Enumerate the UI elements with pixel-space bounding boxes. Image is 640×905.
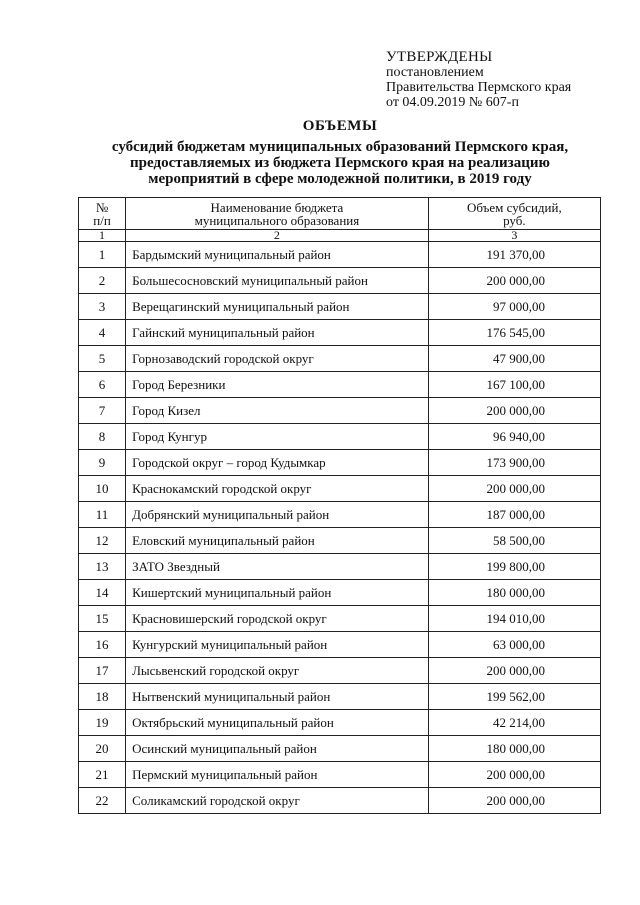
table-row <box>79 788 601 814</box>
row-municipality-name: Октябрьский муниципальный район <box>126 710 429 736</box>
table-row <box>79 320 601 346</box>
table-row <box>79 450 601 476</box>
header-number <box>79 198 126 230</box>
table-row <box>79 606 601 632</box>
row-number: 19 <box>79 710 126 736</box>
subtitle-line: субсидий бюджетам муниципальных образований Пермского края, <box>111 139 569 155</box>
row-municipality-name: Еловский муниципальный район <box>126 528 429 554</box>
approval-date-number: от 04.09.2019 № 607-п <box>386 95 519 110</box>
table-row <box>79 502 601 528</box>
row-municipality-name: Пермский муниципальный район <box>126 762 429 788</box>
row-number: 20 <box>79 736 126 762</box>
row-subsidy-amount: 200 000,00 <box>428 476 600 502</box>
row-municipality-name: Кишертский муниципальный район <box>126 580 429 606</box>
row-subsidy-amount: 200 000,00 <box>428 398 600 424</box>
row-subsidy-amount: 200 000,00 <box>428 658 600 684</box>
row-subsidy-amount: 173 900,00 <box>428 450 600 476</box>
row-municipality-name: ЗАТО Звездный <box>126 554 429 580</box>
row-subsidy-amount: 47 900,00 <box>428 346 600 372</box>
document-subtitle <box>60 139 620 187</box>
row-municipality-name: Городской округ – город Кудымкар <box>126 450 429 476</box>
table-row <box>79 424 601 450</box>
row-subsidy-amount: 187 000,00 <box>428 502 600 528</box>
row-number: 18 <box>79 684 126 710</box>
header-name-line: муниципального образования <box>194 212 360 228</box>
row-number: 13 <box>79 554 126 580</box>
column-numbers-row <box>79 230 601 242</box>
row-number: 5 <box>79 346 126 372</box>
header-sum-line: Объем субсидий, <box>467 199 562 215</box>
row-number: 2 <box>79 268 126 294</box>
table-row <box>79 554 601 580</box>
row-number: 21 <box>79 762 126 788</box>
row-number: 9 <box>79 450 126 476</box>
subtitle-line: мероприятий в сфере молодежной политики, в 2019 году <box>148 171 532 187</box>
row-municipality-name: Город Березники <box>126 372 429 398</box>
row-municipality-name: Город Кунгур <box>126 424 429 450</box>
row-municipality-name: Лысьвенский городской округ <box>126 658 429 684</box>
column-number: 1 <box>79 230 126 242</box>
row-municipality-name: Кунгурский муниципальный район <box>126 632 429 658</box>
table-row <box>79 762 601 788</box>
column-number: 2 <box>126 230 429 242</box>
row-number: 17 <box>79 658 126 684</box>
row-municipality-name: Верещагинский муниципальный район <box>126 294 429 320</box>
row-subsidy-amount: 180 000,00 <box>428 580 600 606</box>
row-number: 1 <box>79 242 126 268</box>
header-name-line: Наименование бюджета <box>210 199 344 215</box>
row-subsidy-amount: 97 000,00 <box>428 294 600 320</box>
approval-line: Правительства Пермского края <box>386 80 572 95</box>
row-number: 12 <box>79 528 126 554</box>
row-municipality-name: Соликамский городской округ <box>126 788 429 814</box>
approval-title: УТВЕРЖДЕНЫ <box>386 49 493 65</box>
table-row <box>79 346 601 372</box>
row-municipality-name: Добрянский муниципальный район <box>126 502 429 528</box>
table-row <box>79 736 601 762</box>
table-row <box>79 710 601 736</box>
header-sum-line: руб. <box>503 212 526 228</box>
table-row <box>79 372 601 398</box>
row-number: 7 <box>79 398 126 424</box>
row-subsidy-amount: 167 100,00 <box>428 372 600 398</box>
row-number: 6 <box>79 372 126 398</box>
header-number-line: п/п <box>93 212 111 228</box>
table-row <box>79 580 601 606</box>
subtitle-line: предоставляемых из бюджета Пермского края на реализацию <box>130 155 550 171</box>
row-number: 16 <box>79 632 126 658</box>
row-subsidy-amount: 199 562,00 <box>428 684 600 710</box>
row-municipality-name: Краснокамский городской округ <box>126 476 429 502</box>
column-number: 3 <box>428 230 600 242</box>
table-row <box>79 684 601 710</box>
row-subsidy-amount: 194 010,00 <box>428 606 600 632</box>
header-number-line: № <box>95 199 109 215</box>
row-number: 4 <box>79 320 126 346</box>
row-municipality-name: Бардымский муниципальный район <box>126 242 429 268</box>
row-municipality-name: Большесосновский муниципальный район <box>126 268 429 294</box>
row-municipality-name: Гайнский муниципальный район <box>126 320 429 346</box>
table-row <box>79 398 601 424</box>
approval-line: постановлением <box>386 65 484 80</box>
header-sum <box>428 198 600 230</box>
row-number: 15 <box>79 606 126 632</box>
row-number: 14 <box>79 580 126 606</box>
document-title: ОБЪЕМЫ <box>302 118 378 134</box>
row-subsidy-amount: 200 000,00 <box>428 762 600 788</box>
row-subsidy-amount: 191 370,00 <box>428 242 600 268</box>
approval-block <box>386 50 626 110</box>
row-subsidy-amount: 200 000,00 <box>428 788 600 814</box>
row-subsidy-amount: 58 500,00 <box>428 528 600 554</box>
row-subsidy-amount: 176 545,00 <box>428 320 600 346</box>
row-subsidy-amount: 199 800,00 <box>428 554 600 580</box>
row-municipality-name: Нытвенский муниципальный район <box>126 684 429 710</box>
row-subsidy-amount: 96 940,00 <box>428 424 600 450</box>
table-header-row <box>79 198 601 230</box>
row-municipality-name: Красновишерский городской округ <box>126 606 429 632</box>
table-row <box>79 476 601 502</box>
row-number: 22 <box>79 788 126 814</box>
table-row <box>79 632 601 658</box>
table-row <box>79 294 601 320</box>
row-number: 8 <box>79 424 126 450</box>
row-municipality-name: Осинский муниципальный район <box>126 736 429 762</box>
table-row <box>79 268 601 294</box>
header-name <box>126 198 429 230</box>
row-subsidy-amount: 200 000,00 <box>428 268 600 294</box>
row-subsidy-amount: 63 000,00 <box>428 632 600 658</box>
row-municipality-name: Город Кизел <box>126 398 429 424</box>
table-body <box>79 242 601 814</box>
subsidies-table <box>78 197 601 814</box>
row-number: 10 <box>79 476 126 502</box>
row-number: 11 <box>79 502 126 528</box>
row-municipality-name: Горнозаводский городской округ <box>126 346 429 372</box>
table-row <box>79 658 601 684</box>
table-row <box>79 528 601 554</box>
row-subsidy-amount: 42 214,00 <box>428 710 600 736</box>
table-row <box>79 242 601 268</box>
row-number: 3 <box>79 294 126 320</box>
row-subsidy-amount: 180 000,00 <box>428 736 600 762</box>
